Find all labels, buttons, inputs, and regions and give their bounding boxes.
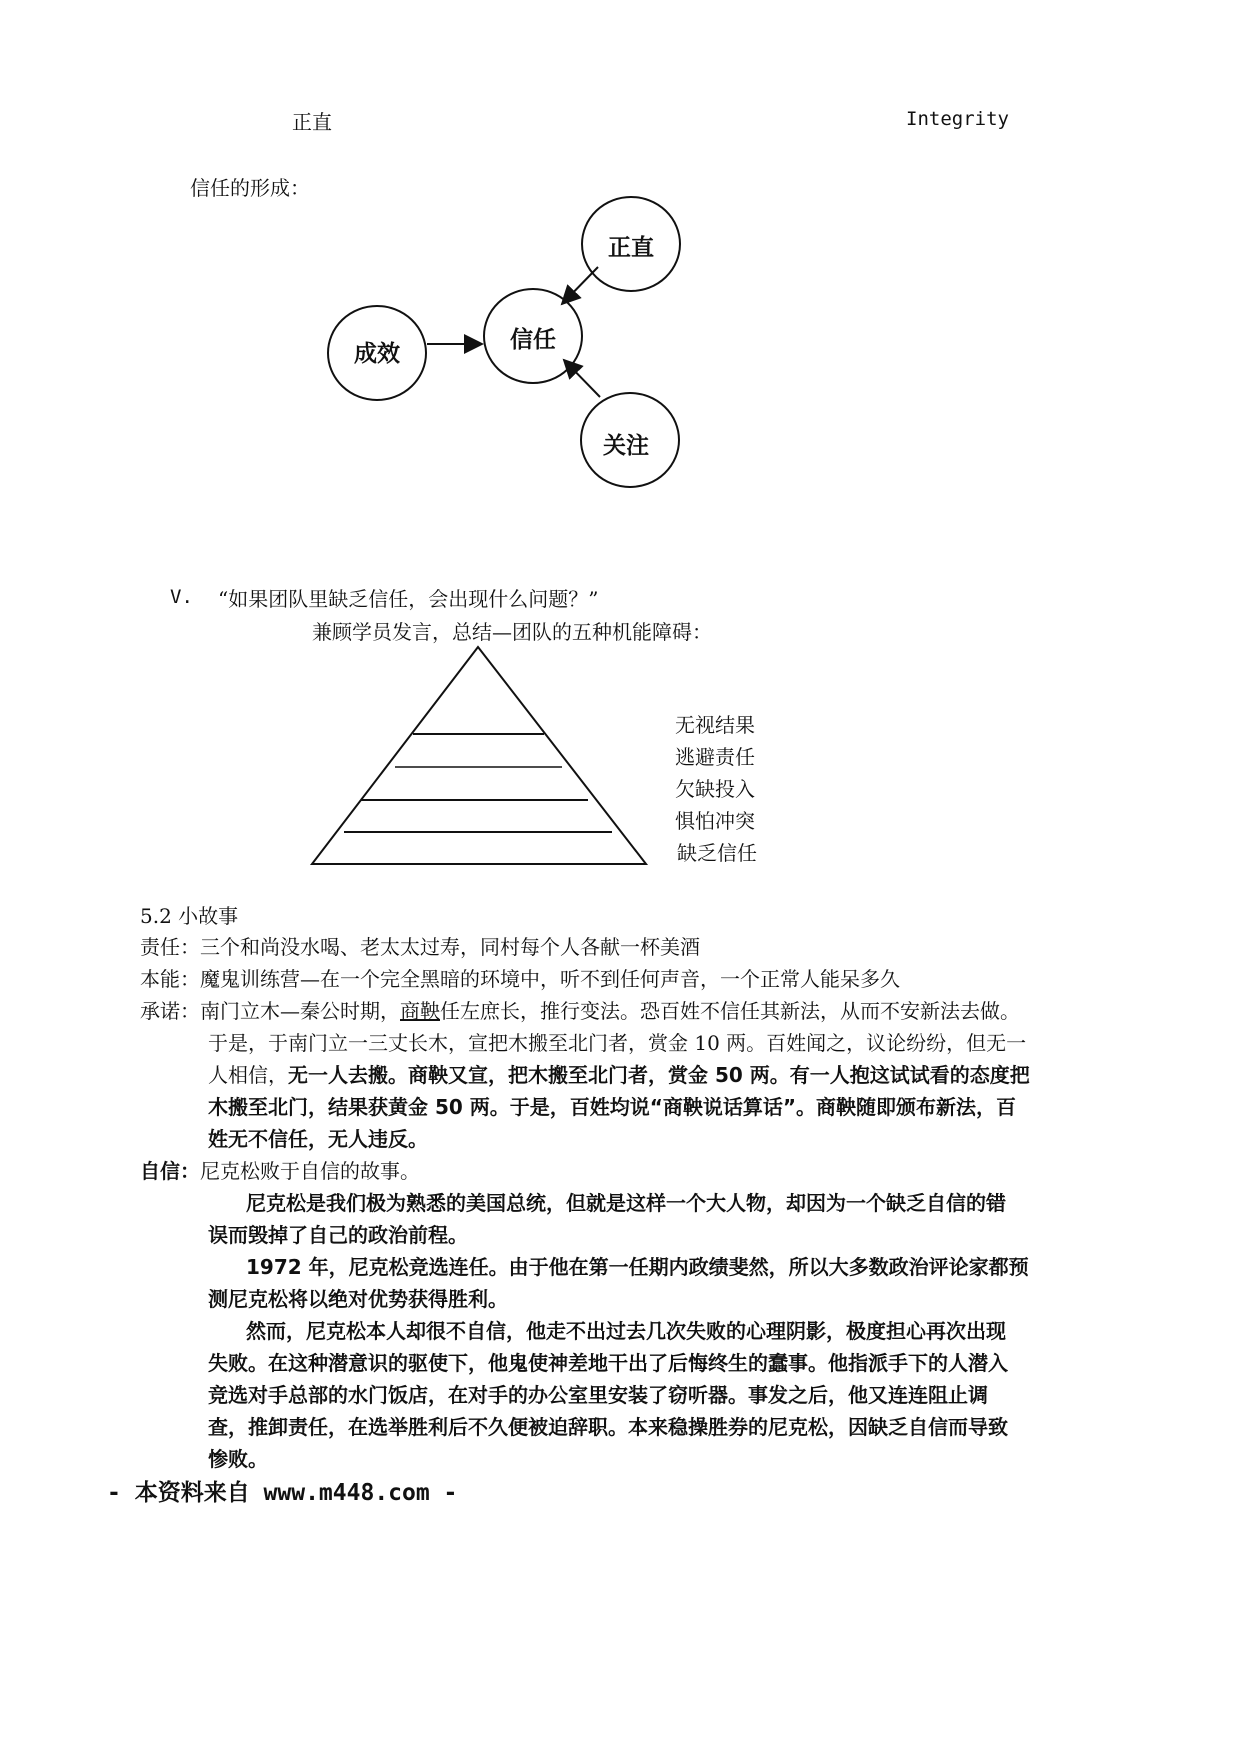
pyramid-label-conflict: 惧怕冲突 (675, 809, 755, 833)
instinct-line (140, 963, 900, 992)
section-subtitle: 兼顾学员发言，总结—团队的五种机能障碍： (312, 620, 712, 644)
section-number: V. (170, 586, 193, 608)
instinct-text: 魔鬼训练营—在一个完全黑暗的环境中，听不到任何声音，一个正常人能呆多久 (200, 967, 900, 991)
header-right: Integrity (906, 108, 1009, 130)
pyramid-label-results: 无视结果 (675, 713, 755, 737)
nixon-p3-line2: 失败。在这种潜意识的驱使下，他鬼使神差地干出了后悔终生的蠢事。他指派手下的人潜入 (208, 1351, 1008, 1375)
attention-arrow (564, 360, 600, 397)
responsibility-label: 责任： (140, 935, 200, 959)
nixon-p1-line2: 误而毁掉了自己的政治前程。 (208, 1223, 468, 1247)
promise-label: 承诺： (140, 999, 200, 1023)
confidence-line (140, 1155, 420, 1184)
shang-yang-name: 商鞅 (400, 999, 440, 1023)
footer-source: - 本资料来自 www.m448.com - (107, 1480, 458, 1506)
responsibility-line (140, 931, 700, 960)
trust-heading: 信任的形成： (190, 176, 310, 200)
nixon-p1-line1: 尼克松是我们极为熟悉的美国总统，但就是这样一个大人物，却因为一个缺乏自信的错 (246, 1191, 1006, 1215)
confidence-text: 尼克松败于自信的故事。 (200, 1159, 420, 1183)
pyramid-label-commitment: 欠缺投入 (675, 777, 755, 801)
nixon-p2-line1: 1972 年，尼克松竞选连任。由于他在第一任期内政绩斐然，所以大多数政治评论家都预 (246, 1255, 1029, 1279)
nixon-p3-line3: 竞选对手总部的水门饭店，在对手的办公室里安装了窃听器。事发之后，他又连连阻止调 (208, 1383, 988, 1407)
trust-diagram (300, 190, 720, 490)
integrity-label: 正直 (608, 235, 654, 261)
pyramid-label-accountability: 逃避责任 (675, 745, 755, 769)
nixon-p3-line1: 然而，尼克松本人却很不自信，他走不出过去几次失败的心理阴影，极度担心再次出现 (246, 1319, 1006, 1343)
header-left: 正直 (292, 110, 332, 134)
promise-line-1: 承诺：南门立木—秦公时期，商鞅任左庶长，推行变法。恐百姓不信任其新法，从而不安新法去做。 (140, 999, 1020, 1023)
nixon-p3-line4: 查，推卸责任，在选举胜利后不久便被迫辞职。本来稳操胜券的尼克松，因缺乏自信而导致 (208, 1415, 1008, 1439)
stories-heading: 5.2 小故事 (140, 904, 239, 928)
instinct-label: 本能： (140, 967, 200, 991)
pyramid-label-trust: 缺乏信任 (677, 841, 757, 865)
section-question: “如果团队里缺乏信任，会出现什么问题？” (218, 587, 599, 611)
nixon-p2-line2: 测尼克松将以绝对优势获得胜利。 (208, 1287, 508, 1311)
results-label: 成效 (354, 341, 400, 367)
attention-label: 关注 (603, 433, 649, 459)
confidence-label: 自信： (140, 1159, 200, 1183)
promise-line-2: 于是，于南门立一三丈长木，宣把木搬至北门者，赏金 10 两。百姓闻之，议论纷纷，但无一 (208, 1031, 1027, 1055)
promise-line-5: 姓无不信任，无人违反。 (208, 1127, 428, 1151)
promise-line-3: 人相信，无一人去搬。商鞅又宣，把木搬至北门者，赏金 50 两。有一人抱这试试看的态度把 (208, 1063, 1030, 1087)
promise-line-4: 木搬至北门，结果获黄金 50 两。于是，百姓均说“商鞅说话算话”。商鞅随即颁布新法，百 (208, 1095, 1017, 1119)
integrity-arrow (562, 267, 598, 304)
responsibility-text: 三个和尚没水喝、老太太过寿，同村每个人各献一杯美酒 (200, 935, 700, 959)
nixon-p3-line5: 惨败。 (208, 1447, 268, 1471)
dysfunction-pyramid (300, 640, 660, 870)
trust-label: 信任 (510, 327, 556, 353)
